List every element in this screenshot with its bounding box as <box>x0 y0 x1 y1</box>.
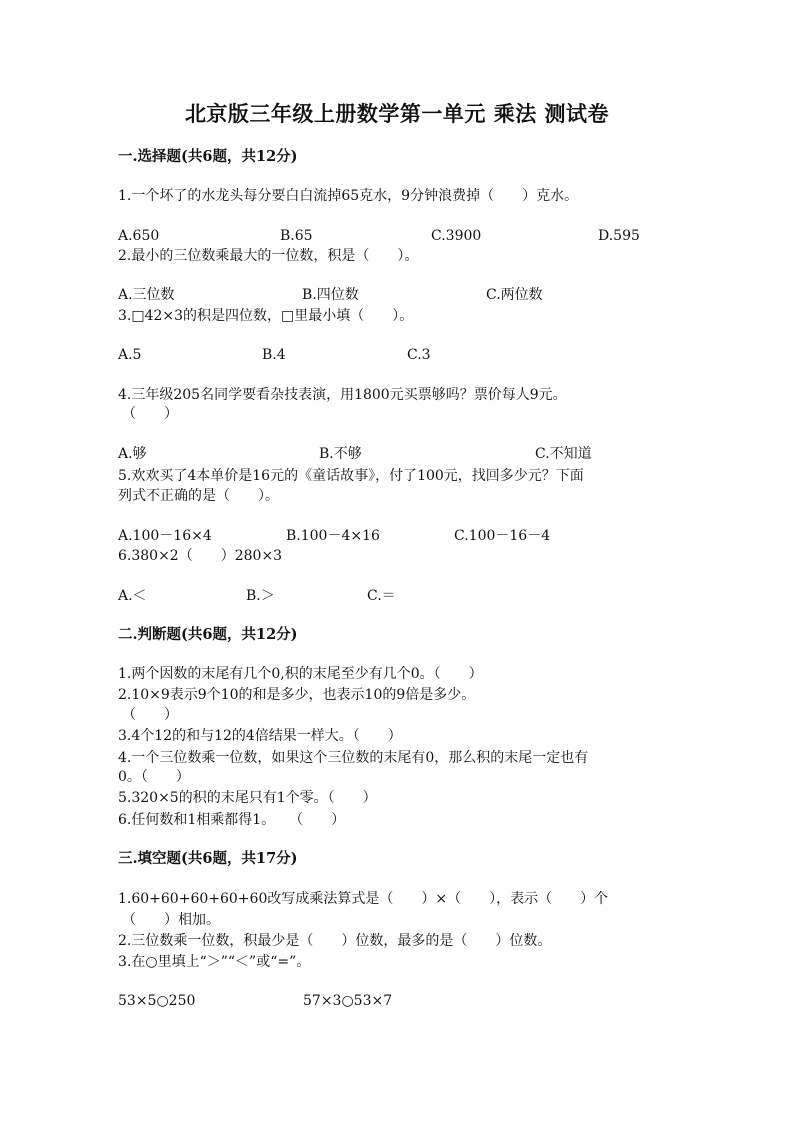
question-text: 4.三年级205名同学要看杂技表演，用1800元买票够吗？票价每人9元。 <box>118 387 567 403</box>
compare-item: 53×5○250 <box>118 993 196 1009</box>
question-text: 5.320×5的积的末尾只有1个零。（ ） <box>118 790 377 806</box>
section-heading-choice: 一.选择题(共6题，共12分) <box>118 148 298 165</box>
question-text: 3.4个12的和与12的4倍结果一样大。（ ） <box>118 728 402 744</box>
answer-option: B.65 <box>280 228 313 244</box>
question-text: 1.一个坏了的水龙头每分要白白流掉65克水，9分钟浪费掉（ ）克水。 <box>118 188 579 204</box>
question-text: 6.380×2（ ）280×3 <box>118 548 283 564</box>
question-text-continued: 列式不正确的是（ ）。 <box>118 488 279 504</box>
answer-option: B.4 <box>262 347 286 363</box>
question-text-continued: 0。（ ） <box>118 769 190 785</box>
answer-option: C.3 <box>407 347 431 363</box>
question-text: 5.欢欢买了4本单价是16元的《童话故事》，付了100元，找回多少元？下面 <box>118 468 584 484</box>
answer-option: B.不够 <box>319 446 362 462</box>
answer-option: C.两位数 <box>486 287 543 303</box>
question-text: 1.60+60+60+60+60改写成乘法算式是（ ）×（ ），表示（ ）个 <box>118 891 609 907</box>
answer-option: C.＝ <box>367 588 396 604</box>
answer-option: D.595 <box>598 228 640 244</box>
answer-option: B.100－4×16 <box>286 528 380 544</box>
compare-item: 57×3○53×7 <box>303 993 393 1009</box>
answer-option: A.650 <box>118 228 160 244</box>
question-text: 4.一个三位数乘一位数，如果这个三位数的末尾有0，那么积的末尾一定也有 <box>118 750 589 766</box>
question-text: 3.在○里填上“＞”“＜”或“=”。 <box>118 954 311 970</box>
answer-option: C.3900 <box>431 228 482 244</box>
question-text: 2.三位数乘一位数，积最少是（ ）位数，最多的是（ ）位数。 <box>118 933 552 949</box>
question-text-continued: （ ）相加。 <box>122 912 220 928</box>
answer-blank: （ ） <box>122 707 178 723</box>
answer-option: A.够 <box>118 446 147 462</box>
answer-option: A.100－16×4 <box>118 528 212 544</box>
answer-option: A.＜ <box>118 588 147 604</box>
section-heading-fill: 三.填空题(共6题，共17分) <box>118 850 298 867</box>
answer-option: B.＞ <box>246 588 275 604</box>
question-text: 2.最小的三位数乘最大的一位数，积是（ ）。 <box>118 248 419 264</box>
answer-option: C.不知道 <box>535 446 592 462</box>
section-heading-judge: 二.判断题(共6题，共12分) <box>118 626 298 643</box>
question-text: 3.□42×3的积是四位数，□里最小填（ ）。 <box>118 308 414 324</box>
answer-blank: （ ） <box>122 406 178 422</box>
answer-option: A.5 <box>118 347 142 363</box>
answer-option: B.四位数 <box>302 287 359 303</box>
question-text: 1.两个因数的末尾有几个0,积的末尾至少有几个0。（ ） <box>118 666 483 682</box>
page-title: 北京版三年级上册数学第一单元 乘法 测试卷 <box>184 101 610 126</box>
question-text: 2.10×9表示9个10的和是多少，也表示10的9倍是多少。 <box>118 687 476 703</box>
question-text: 6.任何数和1相乘都得1。 （ ） <box>118 812 346 828</box>
answer-option: A.三位数 <box>118 287 175 303</box>
answer-option: C.100－16－4 <box>454 528 551 544</box>
